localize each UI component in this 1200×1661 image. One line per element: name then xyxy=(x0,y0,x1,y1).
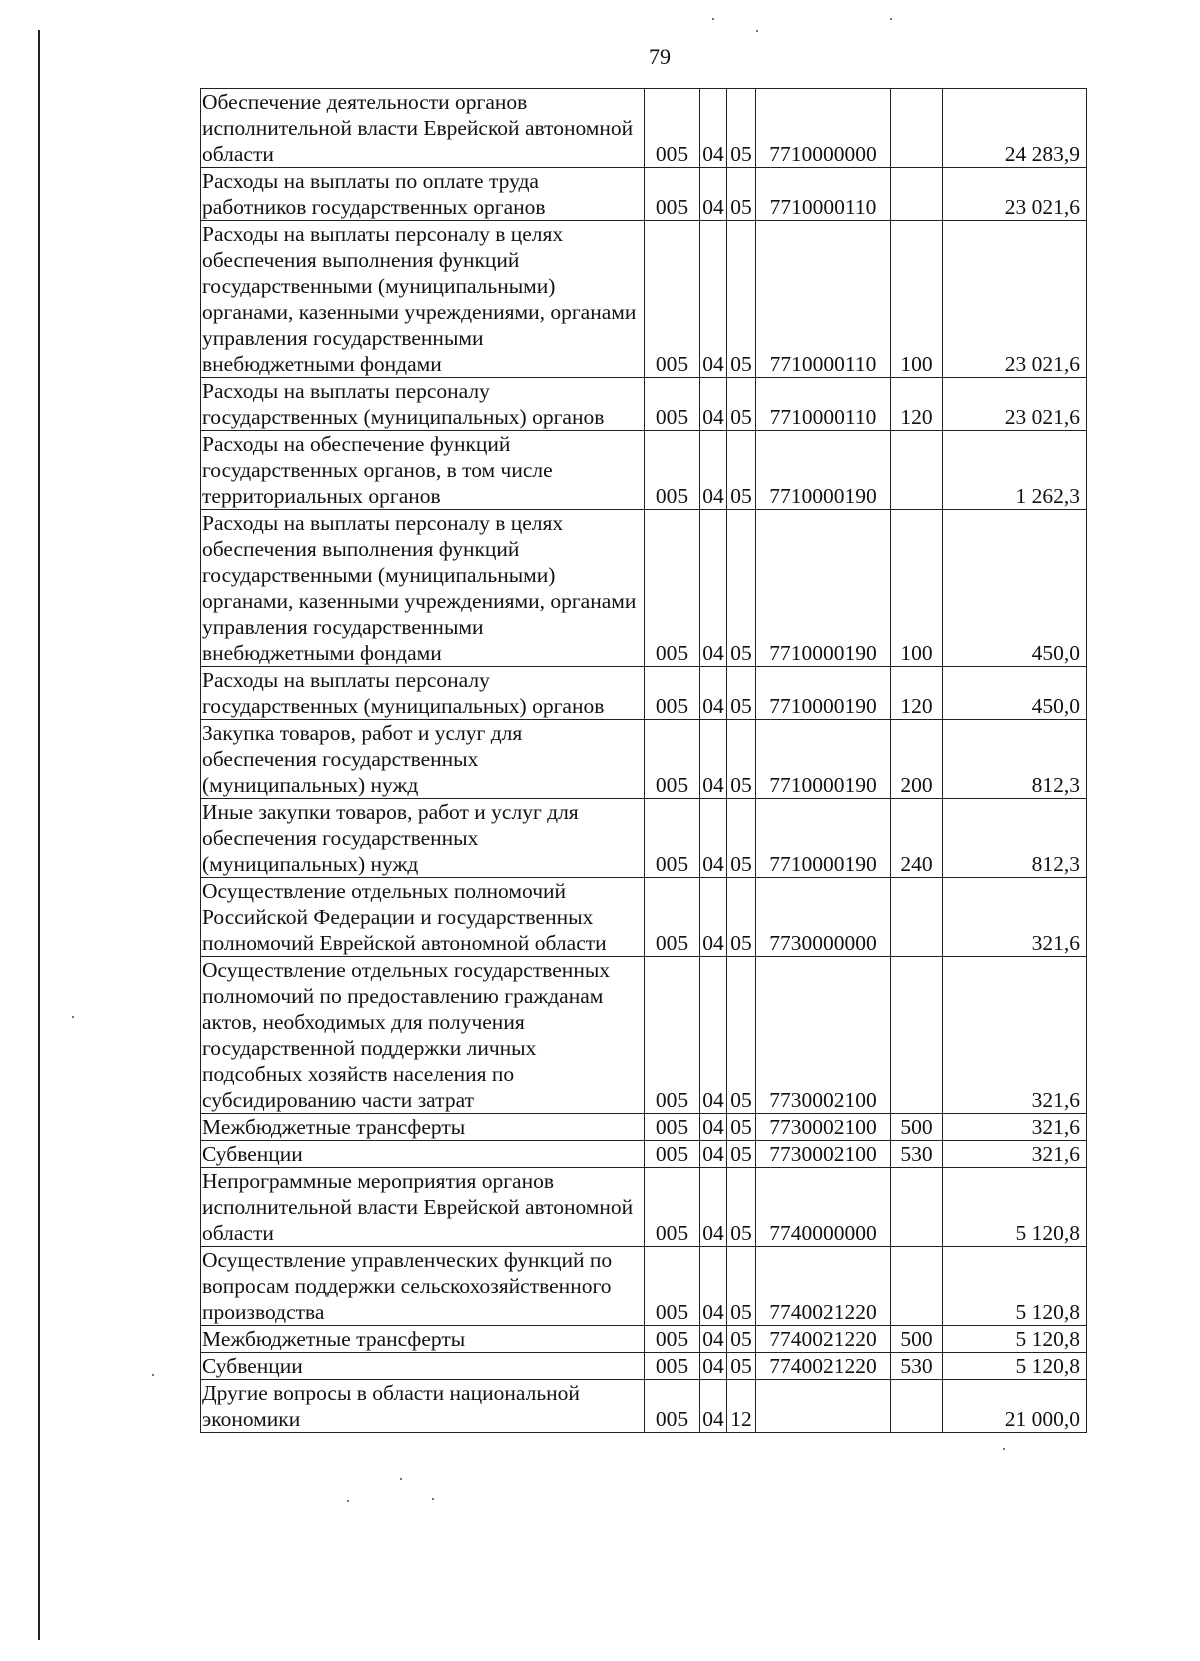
section-code-cell: 04 xyxy=(700,1353,727,1380)
amount-cell: 812,3 xyxy=(943,799,1087,878)
row-name-cell: Непрограммные мероприятия органов исполнительной власти Еврейской автономной области xyxy=(201,1168,645,1247)
amount-cell: 5 120,8 xyxy=(943,1353,1087,1380)
amount-cell: 450,0 xyxy=(943,667,1087,720)
ministry-code-cell: 005 xyxy=(645,799,700,878)
table-row xyxy=(201,957,1087,1114)
page-number: 79 xyxy=(649,44,671,69)
row-name-cell: Обеспечение деятельности органов исполнительной власти Еврейской автономной области xyxy=(201,89,645,168)
target-article-cell: 7740021220 xyxy=(756,1326,891,1353)
target-article-cell: 7710000000 xyxy=(756,89,891,168)
section-code-cell: 04 xyxy=(700,1168,727,1247)
amount-cell: 23 021,6 xyxy=(943,168,1087,221)
amount-cell: 5 120,8 xyxy=(943,1326,1087,1353)
table-row xyxy=(201,878,1087,957)
row-name-cell: Межбюджетные трансферты xyxy=(201,1114,645,1141)
target-article-cell: 7740000000 xyxy=(756,1168,891,1247)
expense-type-cell: 100 xyxy=(891,510,943,667)
row-name-cell: Расходы на выплаты персоналу государственных (муниципальных) органов xyxy=(201,667,645,720)
amount-cell: 450,0 xyxy=(943,510,1087,667)
amount-cell: 321,6 xyxy=(943,1114,1087,1141)
ministry-code-cell: 005 xyxy=(645,1326,700,1353)
row-name-cell: Осуществление отдельных государственных полномочий по предоставлению гражданам актов, необходимых для получения государственной поддержки личных подсобных хозяйств населения по субсидированию части затрат xyxy=(201,957,645,1114)
row-name-cell: Расходы на выплаты персоналу в целях обеспечения выполнения функций государственными (муниципальными) органами, казенными учреждениями, органами управления государственными внебюджетными фондами xyxy=(201,510,645,667)
target-article-cell: 7710000190 xyxy=(756,799,891,878)
ministry-code-cell: 005 xyxy=(645,1247,700,1326)
subsection-code-cell: 05 xyxy=(727,799,756,878)
amount-cell: 23 021,6 xyxy=(943,221,1087,378)
ministry-code-cell: 005 xyxy=(645,431,700,510)
subsection-code-cell: 05 xyxy=(727,221,756,378)
ministry-code-cell: 005 xyxy=(645,957,700,1114)
binding-edge-line xyxy=(38,30,40,1640)
row-name-cell: Другие вопросы в области национальной экономики xyxy=(201,1380,645,1433)
scan-speck xyxy=(152,1374,154,1376)
section-code-cell: 04 xyxy=(700,1141,727,1168)
expense-type-cell: 120 xyxy=(891,378,943,431)
subsection-code-cell: 05 xyxy=(727,1353,756,1380)
expense-type-cell: 500 xyxy=(891,1326,943,1353)
ministry-code-cell: 005 xyxy=(645,378,700,431)
subsection-code-cell: 05 xyxy=(727,1114,756,1141)
table-row xyxy=(201,667,1087,720)
target-article-cell: 7710000110 xyxy=(756,168,891,221)
expense-type-cell: 240 xyxy=(891,799,943,878)
row-name-cell: Закупка товаров, работ и услуг для обеспечения государственных (муниципальных) нужд xyxy=(201,720,645,799)
row-name-cell: Расходы на выплаты персоналу в целях обеспечения выполнения функций государственными (муниципальными) органами, казенными учреждениями, органами управления государственными внебюджетными фондами xyxy=(201,221,645,378)
subsection-code-cell: 05 xyxy=(727,1326,756,1353)
expense-type-cell xyxy=(891,1380,943,1433)
table-row xyxy=(201,221,1087,378)
expense-type-cell xyxy=(891,957,943,1114)
subsection-code-cell: 05 xyxy=(727,168,756,221)
row-name-cell: Расходы на выплаты по оплате труда работников государственных органов xyxy=(201,168,645,221)
table-row xyxy=(201,378,1087,431)
amount-cell: 321,6 xyxy=(943,878,1087,957)
amount-cell: 21 000,0 xyxy=(943,1380,1087,1433)
expense-type-cell xyxy=(891,1247,943,1326)
target-article-cell: 7710000110 xyxy=(756,221,891,378)
amount-cell: 24 283,9 xyxy=(943,89,1087,168)
scan-speck xyxy=(1003,1448,1005,1450)
section-code-cell: 04 xyxy=(700,667,727,720)
scan-speck xyxy=(712,18,714,20)
row-name-cell: Расходы на выплаты персоналу государственных (муниципальных) органов xyxy=(201,378,645,431)
ministry-code-cell: 005 xyxy=(645,1114,700,1141)
target-article-cell: 7710000110 xyxy=(756,378,891,431)
budget-table xyxy=(200,88,1087,1433)
scan-speck xyxy=(432,1498,434,1500)
expense-type-cell xyxy=(891,89,943,168)
row-name-cell: Осуществление управленческих функций по вопросам поддержки сельскохозяйственного производства xyxy=(201,1247,645,1326)
expense-type-cell: 500 xyxy=(891,1114,943,1141)
section-code-cell: 04 xyxy=(700,89,727,168)
table-row xyxy=(201,1247,1087,1326)
subsection-code-cell: 05 xyxy=(727,720,756,799)
ministry-code-cell: 005 xyxy=(645,168,700,221)
ministry-code-cell: 005 xyxy=(645,1141,700,1168)
scan-speck xyxy=(756,30,758,32)
expense-type-cell: 100 xyxy=(891,221,943,378)
expense-type-cell xyxy=(891,431,943,510)
target-article-cell: 7710000190 xyxy=(756,720,891,799)
subsection-code-cell: 05 xyxy=(727,957,756,1114)
subsection-code-cell: 05 xyxy=(727,1168,756,1247)
section-code-cell: 04 xyxy=(700,1380,727,1433)
subsection-code-cell: 05 xyxy=(727,431,756,510)
subsection-code-cell: 05 xyxy=(727,878,756,957)
table-row xyxy=(201,168,1087,221)
ministry-code-cell: 005 xyxy=(645,878,700,957)
scan-speck xyxy=(72,1016,74,1018)
table-row xyxy=(201,1326,1087,1353)
table-row xyxy=(201,720,1087,799)
expense-type-cell xyxy=(891,168,943,221)
ministry-code-cell: 005 xyxy=(645,1168,700,1247)
subsection-code-cell: 12 xyxy=(727,1380,756,1433)
section-code-cell: 04 xyxy=(700,221,727,378)
section-code-cell: 04 xyxy=(700,1326,727,1353)
subsection-code-cell: 05 xyxy=(727,378,756,431)
section-code-cell: 04 xyxy=(700,510,727,667)
target-article-cell: 7710000190 xyxy=(756,667,891,720)
section-code-cell: 04 xyxy=(700,957,727,1114)
ministry-code-cell: 005 xyxy=(645,1353,700,1380)
subsection-code-cell: 05 xyxy=(727,1247,756,1326)
target-article-cell xyxy=(756,1380,891,1433)
expense-type-cell: 120 xyxy=(891,667,943,720)
scan-speck xyxy=(347,1500,349,1502)
table-row xyxy=(201,431,1087,510)
amount-cell: 23 021,6 xyxy=(943,378,1087,431)
section-code-cell: 04 xyxy=(700,378,727,431)
ministry-code-cell: 005 xyxy=(645,221,700,378)
ministry-code-cell: 005 xyxy=(645,720,700,799)
section-code-cell: 04 xyxy=(700,878,727,957)
target-article-cell: 7740021220 xyxy=(756,1353,891,1380)
target-article-cell: 7730000000 xyxy=(756,878,891,957)
section-code-cell: 04 xyxy=(700,720,727,799)
table-row xyxy=(201,1380,1087,1433)
scan-speck xyxy=(890,18,892,20)
ministry-code-cell: 005 xyxy=(645,510,700,667)
table-row xyxy=(201,1353,1087,1380)
table-row xyxy=(201,1114,1087,1141)
section-code-cell: 04 xyxy=(700,168,727,221)
target-article-cell: 7730002100 xyxy=(756,1114,891,1141)
row-name-cell: Иные закупки товаров, работ и услуг для обеспечения государственных (муниципальных) нужд xyxy=(201,799,645,878)
section-code-cell: 04 xyxy=(700,1247,727,1326)
row-name-cell: Субвенции xyxy=(201,1353,645,1380)
row-name-cell: Расходы на обеспечение функций государственных органов, в том числе территориальных органов xyxy=(201,431,645,510)
expense-type-cell xyxy=(891,1168,943,1247)
ministry-code-cell: 005 xyxy=(645,667,700,720)
target-article-cell: 7730002100 xyxy=(756,957,891,1114)
amount-cell: 321,6 xyxy=(943,957,1087,1114)
section-code-cell: 04 xyxy=(700,431,727,510)
table-row xyxy=(201,1141,1087,1168)
expense-type-cell: 530 xyxy=(891,1353,943,1380)
amount-cell: 1 262,3 xyxy=(943,431,1087,510)
subsection-code-cell: 05 xyxy=(727,1141,756,1168)
scan-speck xyxy=(400,1478,402,1480)
table-row xyxy=(201,1168,1087,1247)
table-row xyxy=(201,799,1087,878)
target-article-cell: 7710000190 xyxy=(756,431,891,510)
section-code-cell: 04 xyxy=(700,1114,727,1141)
row-name-cell: Межбюджетные трансферты xyxy=(201,1326,645,1353)
table-row xyxy=(201,89,1087,168)
ministry-code-cell: 005 xyxy=(645,1380,700,1433)
subsection-code-cell: 05 xyxy=(727,89,756,168)
target-article-cell: 7740021220 xyxy=(756,1247,891,1326)
expense-type-cell xyxy=(891,878,943,957)
section-code-cell: 04 xyxy=(700,799,727,878)
subsection-code-cell: 05 xyxy=(727,510,756,667)
ministry-code-cell: 005 xyxy=(645,89,700,168)
row-name-cell: Субвенции xyxy=(201,1141,645,1168)
target-article-cell: 7730002100 xyxy=(756,1141,891,1168)
expense-type-cell: 530 xyxy=(891,1141,943,1168)
amount-cell: 5 120,8 xyxy=(943,1247,1087,1326)
subsection-code-cell: 05 xyxy=(727,667,756,720)
amount-cell: 321,6 xyxy=(943,1141,1087,1168)
amount-cell: 5 120,8 xyxy=(943,1168,1087,1247)
target-article-cell: 7710000190 xyxy=(756,510,891,667)
row-name-cell: Осуществление отдельных полномочий Российской Федерации и государственных полномочий Еврейской автономной области xyxy=(201,878,645,957)
table-row xyxy=(201,510,1087,667)
expense-type-cell: 200 xyxy=(891,720,943,799)
amount-cell: 812,3 xyxy=(943,720,1087,799)
